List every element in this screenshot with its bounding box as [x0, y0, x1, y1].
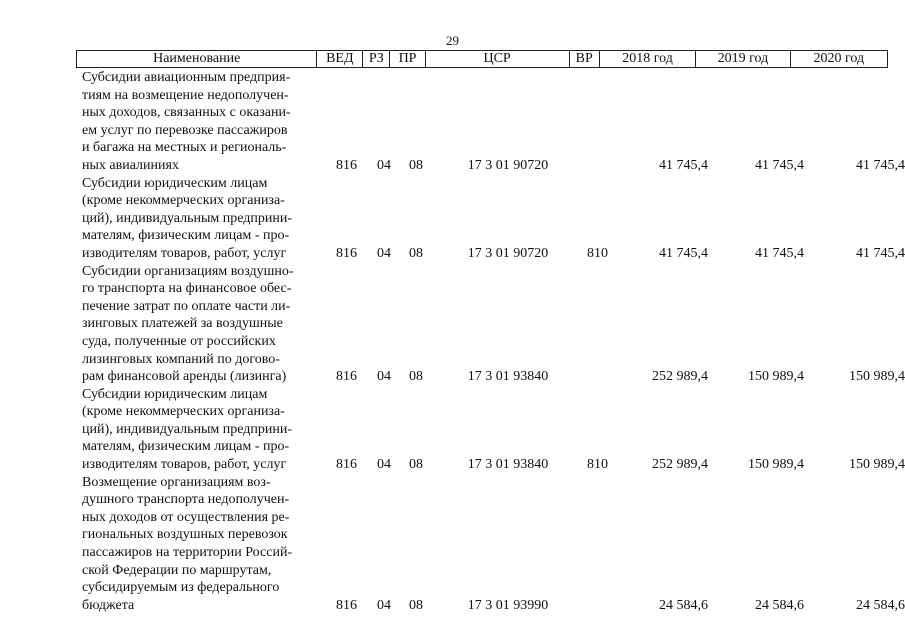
- page-number: 29: [446, 33, 459, 48]
- row-csr: 17 3 01 90720: [467, 157, 549, 173]
- header-rz: РЗ: [363, 51, 390, 67]
- header-ved: ВЕД: [317, 51, 363, 67]
- row-rz: 04: [377, 157, 391, 173]
- row-2020: 150 989,4: [849, 369, 905, 385]
- row-2019: 150 989,4: [748, 369, 804, 385]
- row-rz: 04: [377, 369, 391, 385]
- row-2019: 41 745,4: [755, 245, 804, 261]
- row-csr: 17 3 01 93840: [467, 369, 549, 385]
- row-pr: 08: [409, 245, 423, 261]
- header-2019: 2019 год: [696, 51, 790, 67]
- row-ved: 816: [336, 369, 357, 385]
- row-2020: 24 584,6: [856, 597, 905, 613]
- row-rz: 04: [377, 457, 391, 473]
- row-2019: 24 584,6: [755, 597, 804, 613]
- row-2018: 252 989,4: [652, 457, 708, 473]
- header-2020: 2020 год: [813, 51, 865, 66]
- header-csr: ЦСР: [426, 51, 570, 67]
- table-row: [76, 263, 905, 386]
- header-name: Наименование: [77, 51, 317, 67]
- header-vr: ВР: [570, 51, 600, 67]
- row-name: Субсидии организациям воздушно- го транспорта на финансовое обес- печение затрат по оплате части ли- зинговых платежей за воздушные суда, полученные от российских лизинговых компаний по догово- рам финансовой аренды (лизинга): [82, 263, 294, 385]
- row-ved: 816: [336, 457, 357, 473]
- table-row: [76, 386, 905, 474]
- row-2018: 24 584,6: [659, 597, 708, 613]
- row-pr: 08: [409, 157, 423, 173]
- table-body: [76, 69, 905, 614]
- row-vr: 810: [587, 245, 608, 261]
- row-2018: 41 745,4: [659, 157, 708, 173]
- table-header: [76, 50, 888, 68]
- row-name: Субсидии юридическим лицам (кроме некоммерческих организа- ций), индивидуальным предприни- мателям, физическим лицам - про- изводителям товаров, работ, услуг: [82, 175, 293, 261]
- table-row: [76, 175, 905, 263]
- row-pr: 08: [409, 597, 423, 613]
- row-2020: 150 989,4: [849, 457, 905, 473]
- row-2019: 41 745,4: [755, 157, 804, 173]
- row-ved: 816: [336, 157, 357, 173]
- header-2018: 2018 год: [600, 51, 696, 67]
- row-2020: 41 745,4: [856, 245, 905, 261]
- table-row: [76, 69, 905, 175]
- header-pr: ПР: [390, 51, 425, 67]
- row-csr: 17 3 01 93990: [467, 597, 549, 613]
- row-pr: 08: [409, 457, 423, 473]
- row-2020: 41 745,4: [856, 157, 905, 173]
- table-row: [76, 474, 905, 615]
- row-pr: 08: [409, 369, 423, 385]
- row-csr: 17 3 01 90720: [467, 245, 549, 261]
- row-name: Субсидии авиационным предприя- тиям на возмещение недополучен- ных доходов, связанных с оказани- ем услуг по перевозке пассажиров и багажа на местных и региональ- ных авиалиниях: [82, 70, 291, 173]
- row-vr: 810: [587, 457, 608, 473]
- row-2018: 41 745,4: [659, 245, 708, 261]
- row-name: Субсидии юридическим лицам (кроме некоммерческих организа- ций), индивидуальным предприни- мателям, физическим лицам - про- изводителям товаров, работ, услуг: [82, 386, 293, 473]
- row-ved: 816: [336, 245, 357, 261]
- row-rz: 04: [377, 597, 391, 613]
- row-ved: 816: [336, 597, 357, 613]
- row-2018: 252 989,4: [652, 369, 708, 385]
- row-name: Возмещение организациям воз- душного транспорта недополучен- ных доходов от осуществления ре- гиональных воздушных перевозок пассажиров на территории Россий- ской Федерации по маршрутам, субсидируемым из федерального бюджета: [82, 474, 293, 613]
- row-2019: 150 989,4: [748, 457, 804, 473]
- row-csr: 17 3 01 93840: [467, 457, 549, 473]
- row-rz: 04: [377, 245, 391, 261]
